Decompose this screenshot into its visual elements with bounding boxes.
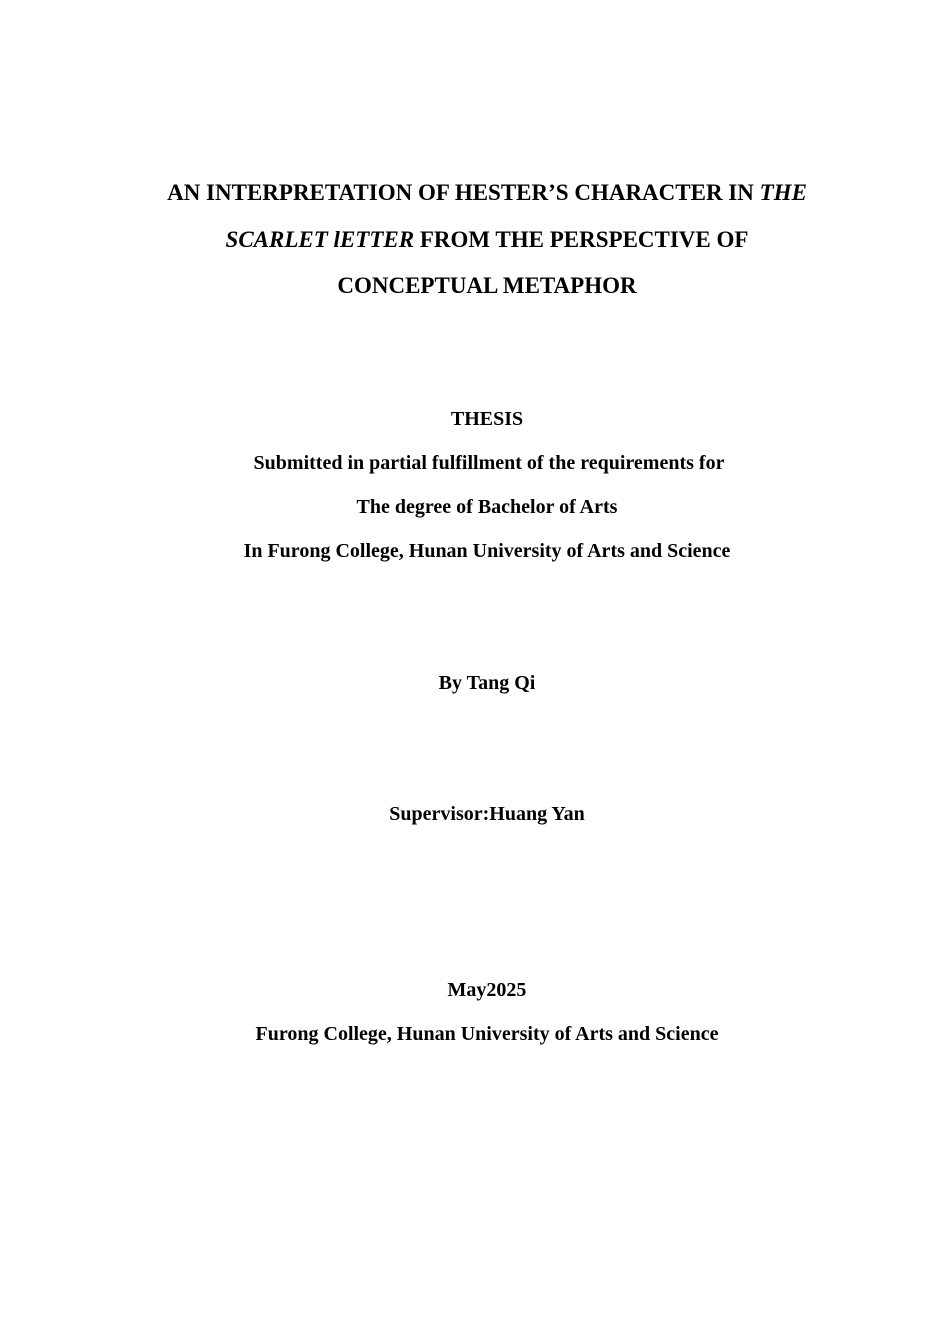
thesis-title-line-1 [12,181,950,204]
thesis-title-line-2 [12,228,950,251]
institution-statement: In Furong College, Hunan University of Arts and Science [243,540,731,562]
submission-statement: Submitted in partial fulfillment of the requirements for [253,452,725,474]
footer-institution: Furong College, Hunan University of Arts and Science [255,1023,719,1045]
degree-statement: The degree of Bachelor of Arts [356,496,618,518]
title-text: AN INTERPRETATION OF HESTER’S CHARACTER IN [167,180,760,205]
thesis-title-line-3 [12,274,950,297]
title-italic-text: THE [759,180,807,205]
title-text: CONCEPTUAL METAPHOR [337,273,637,298]
thesis-label: THESIS [450,408,524,430]
supervisor-name: Supervisor:Huang Yan [389,803,585,825]
author-name: By Tang Qi [438,672,536,694]
title-text: FROM THE PERSPECTIVE OF [414,227,749,252]
title-italic-text: SCARLET lETTER [225,227,415,252]
submission-date: May2025 [447,979,527,1001]
